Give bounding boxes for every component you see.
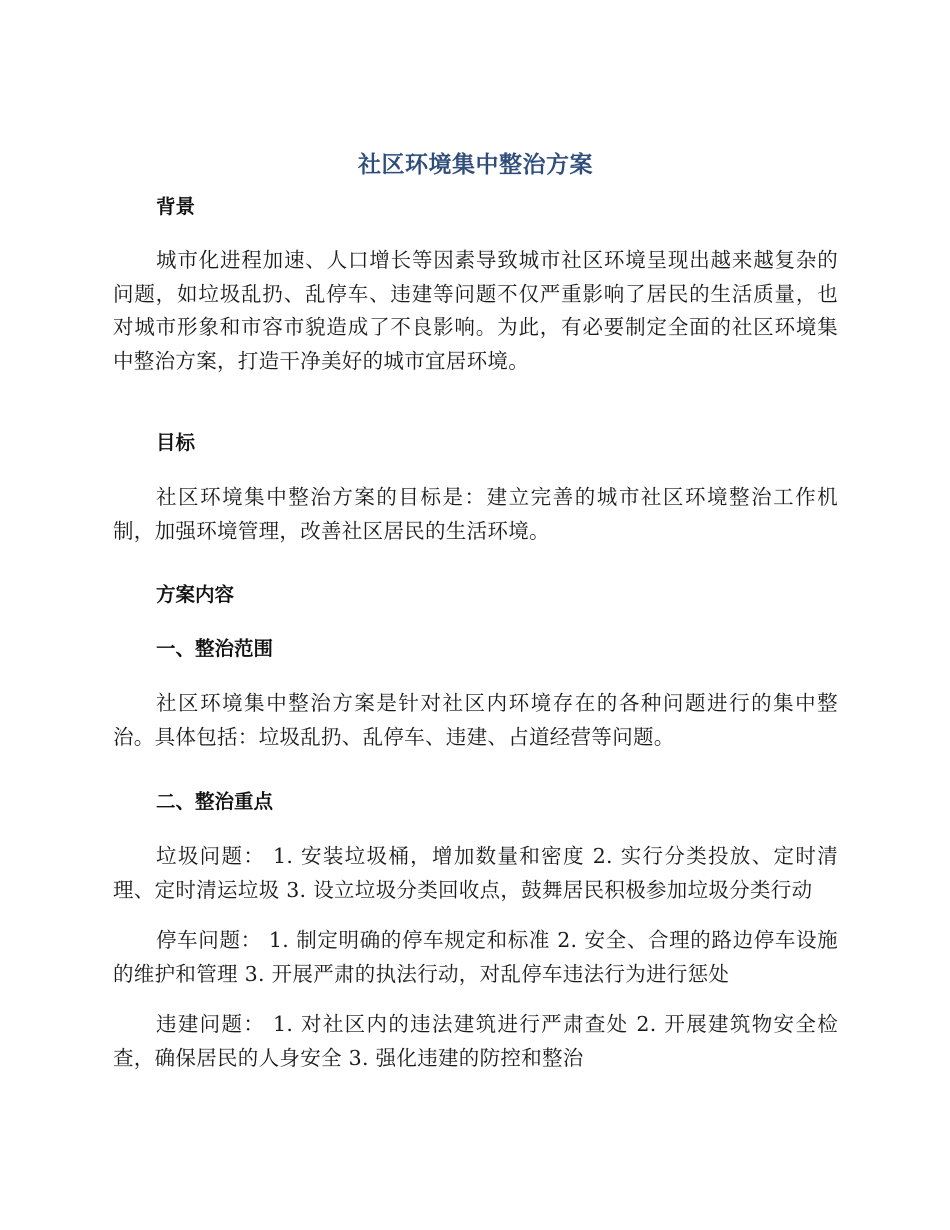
parking-paragraph: 停车问题： 1. 制定明确的停车规定和标准 2. 安全、合理的路边停车设施的维护和管理 3. 开展严肃的执法行动，对乱停车违法行为进行惩处 <box>113 928 838 986</box>
document-title: 社区环境集中整治方案 <box>358 152 593 178</box>
garbage-paragraph: 垃圾问题： 1. 安装垃圾桶，增加数量和密度 2. 实行分类投放、定时清理、定时清运垃圾 3. 设立垃圾分类回收点，鼓舞居民积极参加垃圾分类行动 <box>113 844 838 902</box>
illegal-building-paragraph: 违建问题： 1. 对社区内的违法建筑进行严肃查处 2. 开展建筑物安全检查，确保居民的人身安全 3. 强化违建的防控和整治 <box>113 1012 838 1070</box>
goal-paragraph: 社区环境集中整治方案的目标是：建立完善的城市社区环境整治工作机制，加强环境管理，改善社区居民的生活环境。 <box>113 485 838 543</box>
section-heading-focus: 二、整治重点 <box>156 790 274 813</box>
section-heading-goal: 目标 <box>156 431 196 454</box>
section-heading-background: 背景 <box>156 195 196 218</box>
scope-paragraph: 社区环境集中整治方案是针对社区内环境存在的各种问题进行的集中整治。具体包括：垃圾乱扔、乱停车、违建、占道经营等问题。 <box>113 691 838 749</box>
section-heading-content: 方案内容 <box>156 583 235 606</box>
section-heading-scope: 一、整治范围 <box>156 637 274 660</box>
background-paragraph: 城市化进程加速、人口增长等因素导致城市社区环境呈现出越来越复杂的问题，如垃圾乱扔、乱停车、违建等问题不仅严重影响了居民的生活质量，也对城市形象和市容市貌造成了不良影响。为此，有必要制定全面的社区环境集中整治方案，打造干净美好的城市宜居环境。 <box>113 248 838 373</box>
